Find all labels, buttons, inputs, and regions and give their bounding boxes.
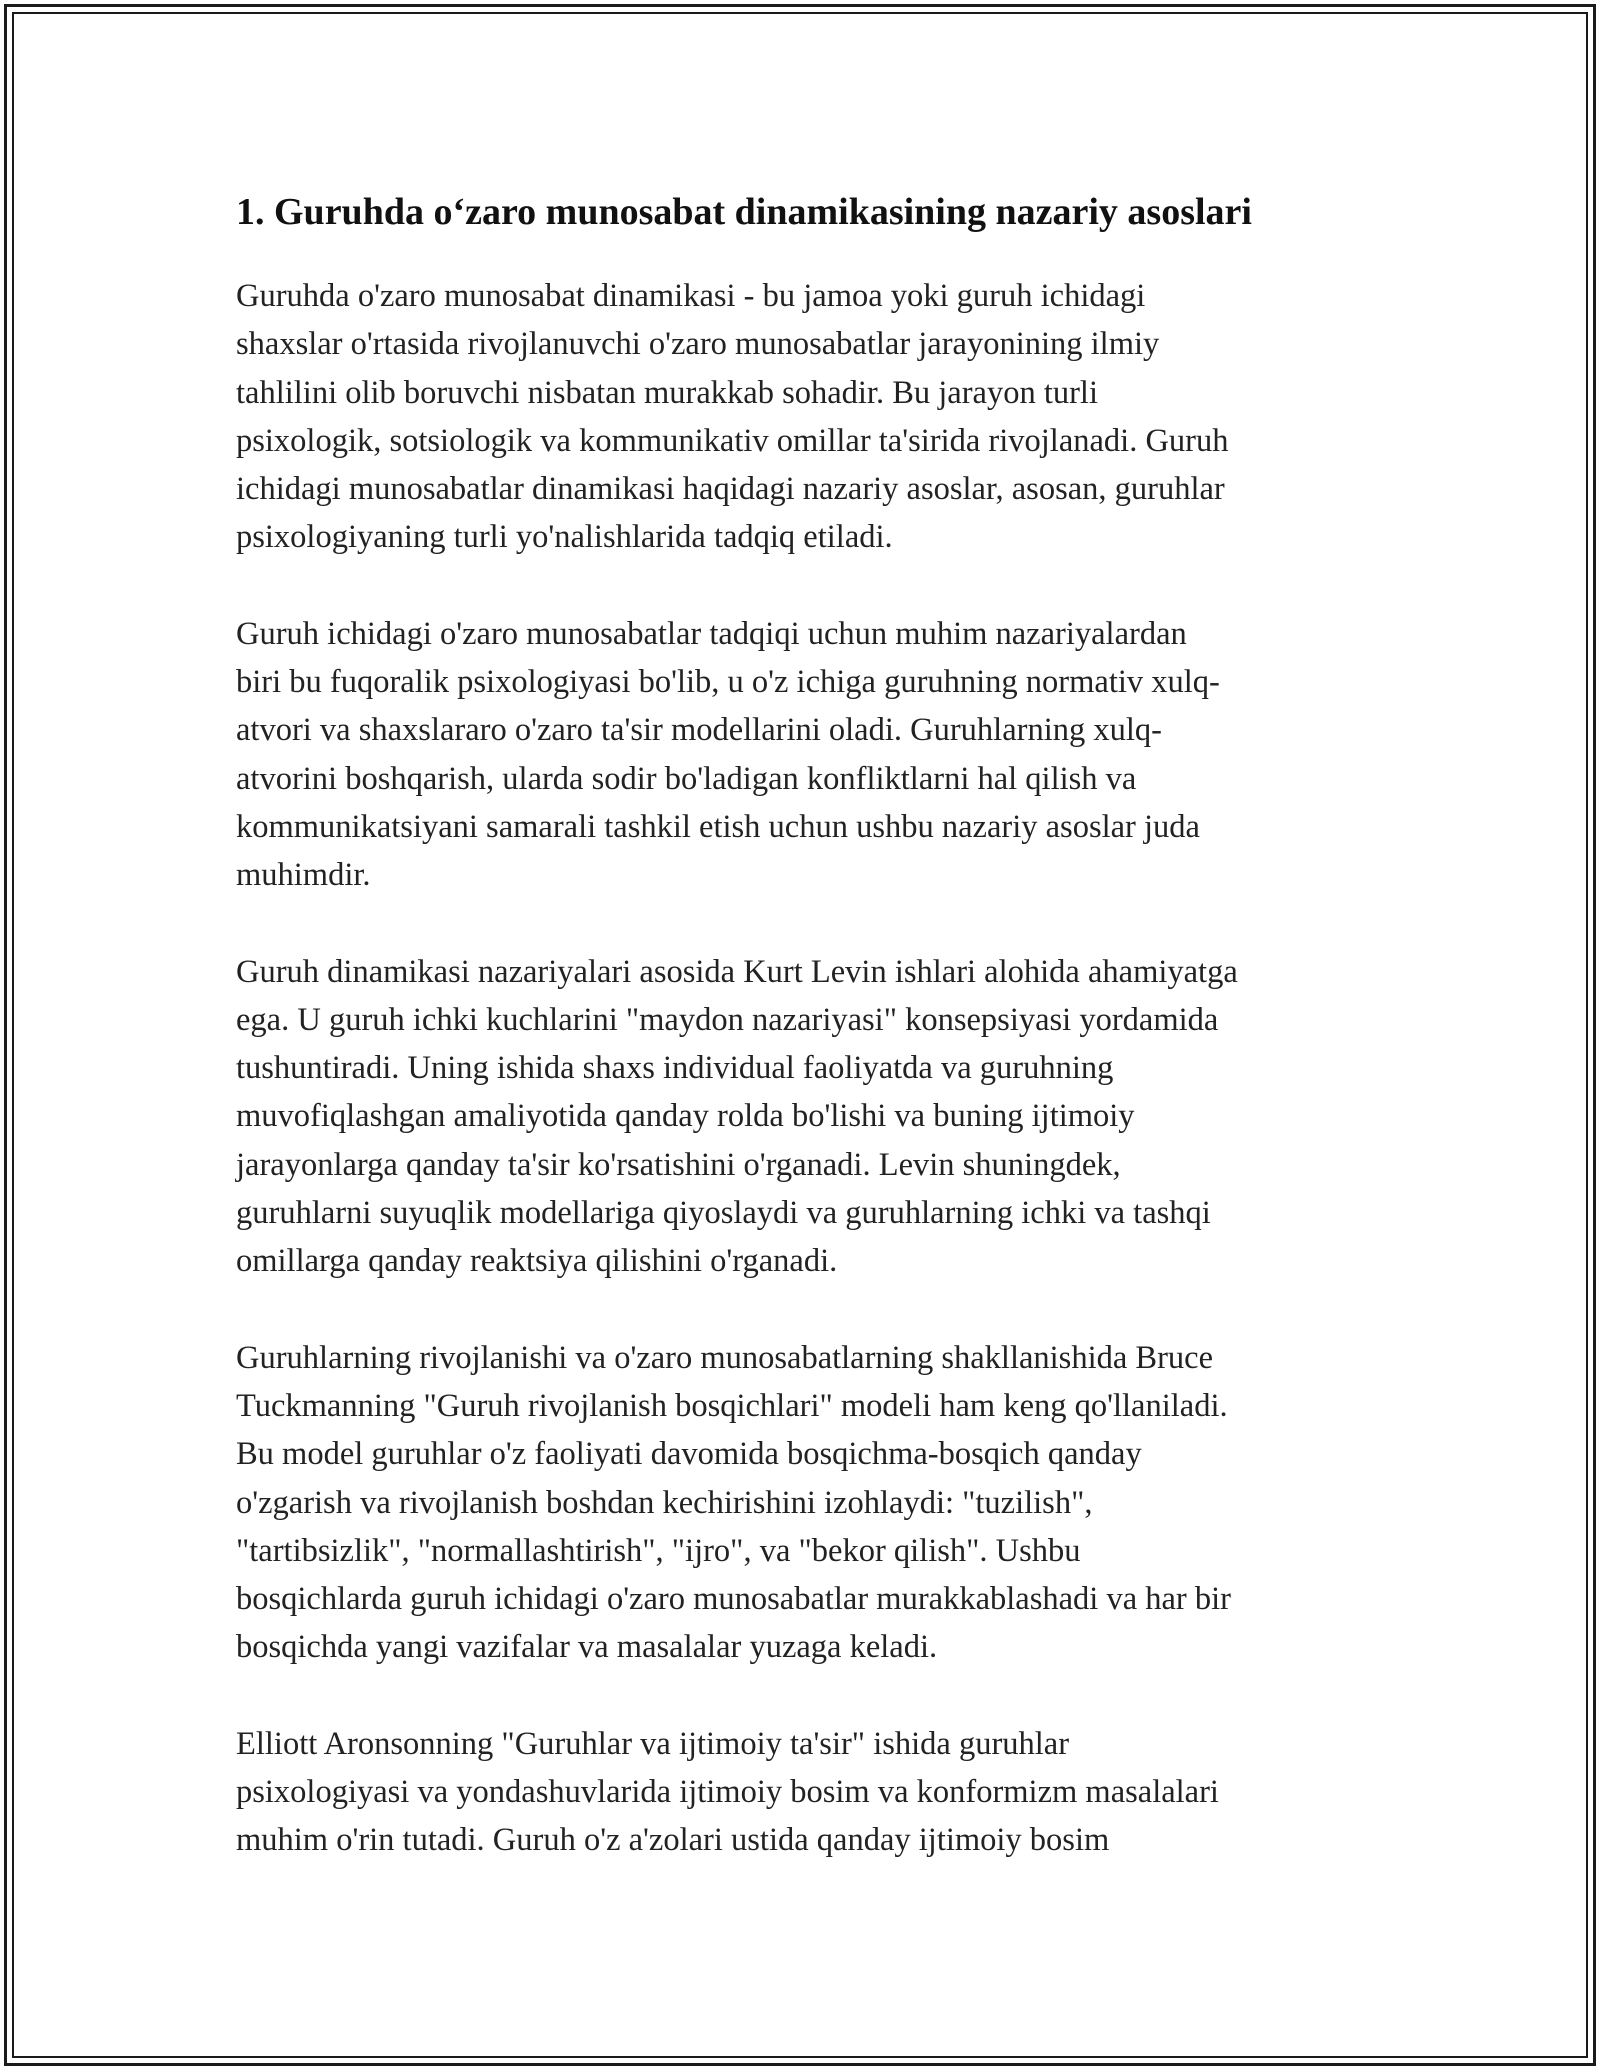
paragraph-line: Guruhlarning rivojlanishi va o'zaro munosabatlarning shakllanishida Bruce: [236, 1339, 1213, 1376]
paragraph-line: bosqichlarda guruh ichidagi o'zaro munosabatlar murakkablashadi va har bir: [236, 1581, 1231, 1618]
paragraph-list: [236, 272, 1376, 1865]
paragraph-line: omillarga qanday reaktsiya qilishini o'rganadi.: [236, 1243, 838, 1280]
paragraph-line: atvori va shaxslararo o'zaro ta'sir modellarini oladi. Guruhlarning xulq-: [236, 712, 1162, 749]
paragraph-line: o'zgarish va rivojlanish boshdan kechirishini izohlaydi: "tuzilish",: [236, 1484, 1093, 1521]
paragraph-line: kommunikatsiyani samarali tashkil etish uchun ushbu nazariy asoslar juda: [236, 808, 1200, 845]
paragraph-line: tahlilini olib boruvchi nisbatan murakkab sohadir. Bu jarayon turli: [236, 374, 1098, 411]
paragraph-line: jarayonlarga qanday ta'sir ko'rsatishini o'rganadi. Levin shuningdek,: [236, 1146, 1121, 1183]
paragraph: [236, 1334, 1376, 1672]
paragraph-line: Tuckmanning "Guruh rivojlanish bosqichlari" modeli ham keng qo'llaniladi.: [236, 1387, 1228, 1424]
paragraph: [236, 948, 1376, 1286]
paragraph-line: ichidagi munosabatlar dinamikasi haqidagi nazariy asoslar, asosan, guruhlar: [236, 471, 1225, 508]
paragraph-line: Guruh ichidagi o'zaro munosabatlar tadqiqi uchun muhim nazariyalardan: [236, 615, 1187, 652]
paragraph: [236, 610, 1376, 900]
paragraph-line: ega. U guruh ichki kuchlarini "maydon nazariyasi" konsepsiyasi yordamida: [236, 1001, 1219, 1038]
paragraph-line: guruhlarni suyuqlik modellariga qiyoslaydi va guruhlarning ichki va tashqi: [236, 1195, 1211, 1232]
paragraph-line: Guruhda o'zaro munosabat dinamikasi - bu jamoa yoki guruh ichidagi: [236, 278, 1146, 314]
paragraph-line: Guruh dinamikasi nazariyalari asosida Kurt Levin ishlari alohida ahamiyatga: [236, 953, 1238, 990]
paragraph-line: biri bu fuqoralik psixologiyasi bo'lib, u o'z ichiga guruhning normativ xulq-: [236, 664, 1220, 701]
paragraph-line: psixologiyasi va yondashuvlarida ijtimoiy bosim va konformizm masalalari: [236, 1774, 1219, 1811]
paragraph-line: Elliott Aronsonning "Guruhlar va ijtimoiy ta'sir" ishida guruhlar: [236, 1725, 1070, 1762]
section-heading: 1. Guruhda o‘zaro munosabat dinamikasining nazariy asoslari: [236, 191, 1252, 233]
paragraph-line: psixologik, sotsiologik va kommunikativ omillar ta'sirida rivojlanadi. Guruh: [236, 422, 1229, 459]
paragraph-line: muhim o'rin tutadi. Guruh o'z a'zolari ustida qanday ijtimoiy bosim: [236, 1822, 1110, 1859]
paragraph-line: muvofiqlashgan amaliyotida qanday rolda bo'lishi va buning ijtimoiy: [236, 1098, 1135, 1135]
paragraph-line: "tartibsizlik", "normallashtirish", "ijro", va "bekor qilish". Ushbu: [236, 1532, 1081, 1569]
paragraph-line: shaxslar o'rtasida rivojlanuvchi o'zaro munosabatlar jarayonining ilmiy: [236, 326, 1160, 363]
document-body: [236, 186, 1376, 1865]
paragraph: [236, 1720, 1376, 1865]
paragraph-line: muhimdir.: [236, 857, 371, 894]
paragraph-line: Bu model guruhlar o'z faoliyati davomida bosqichma-bosqich qanday: [236, 1436, 1142, 1473]
paragraph: [236, 272, 1376, 562]
paragraph-line: atvorini boshqarish, ularda sodir bo'ladigan konfliktlarni hal qilish va: [236, 760, 1137, 797]
paragraph-line: tushuntiradi. Uning ishida shaxs individual faoliyatda va guruhning: [236, 1050, 1114, 1087]
paragraph-line: psixologiyaning turli yo'nalishlarida tadqiq etiladi.: [236, 519, 893, 556]
paragraph-line: bosqichda yangi vazifalar va masalalar yuzaga keladi.: [236, 1629, 938, 1666]
